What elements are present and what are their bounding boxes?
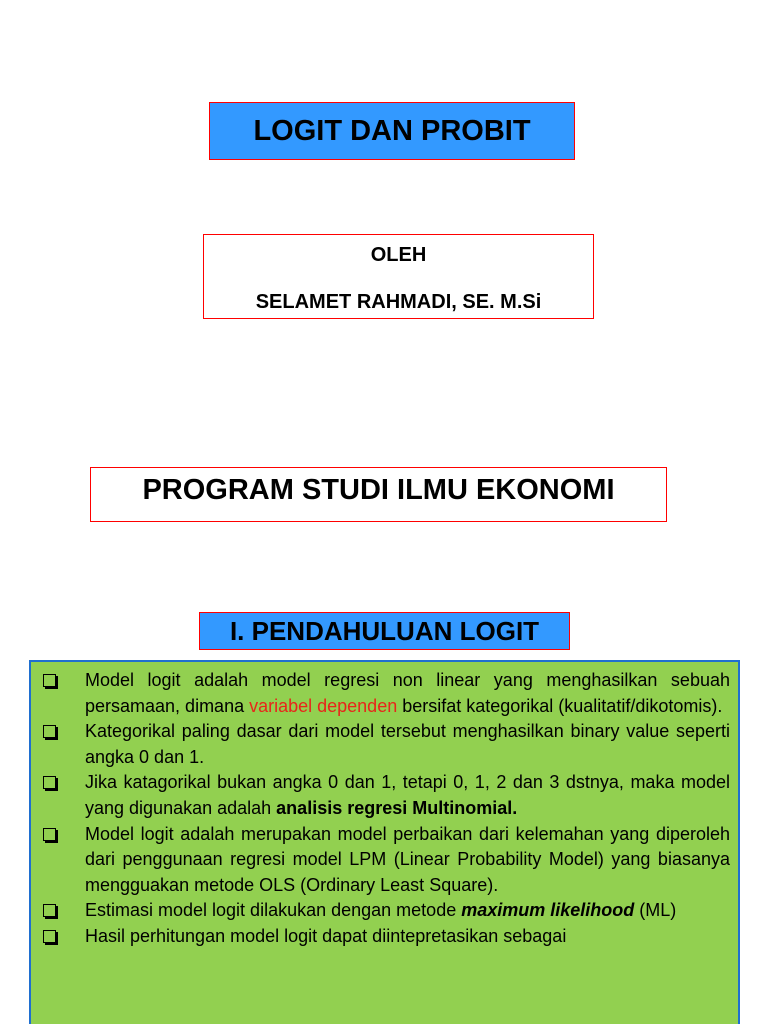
bullet-text: Estimasi model logit dilakukan dengan metode [85,900,462,921]
bullet-text: (ML) [634,900,677,921]
program-box [90,467,667,522]
section-title: I. PENDAHULUAN LOGIT [229,616,540,646]
bullet-text: bersifat kategorikal (kualitatif/dikotomis). [397,695,723,716]
bullet-text: Jika katagorikal bukan angka 0 dan 1, tetapi 0, 1, 2 dan 3 dstnya, maka model yang digunakan adalah [85,772,730,818]
checkbox-bullet-icon [43,725,56,738]
checkbox-bullet-icon [43,904,56,917]
bullet-item [39,924,730,950]
bullet-item [39,898,730,924]
bullet-text: Model logit adalah merupakan model perbaikan dari kelemahan yang diperoleh dari penggunaan regresi model LPM (Linear Probability Model) yang biasanya mengguakan metode OLS (Ordinary Least Square). [85,823,730,895]
title-box [209,102,575,160]
bullet-item [39,822,730,899]
checkbox-bullet-icon [43,828,56,841]
bullet-text: Hasil perhitungan model logit dapat diintepretasikan sebagai [85,925,567,946]
checkbox-bullet-icon [43,674,56,687]
checkbox-bullet-icon [43,776,56,789]
bullet-highlight-text: variabel dependen [249,695,398,716]
checkbox-bullet-icon [43,930,56,943]
bullet-item [39,719,730,770]
bullet-text: Model logit adalah model regresi non linear yang menghasilkan sebuah persamaan, dimana [85,670,730,716]
bullet-item [39,668,730,719]
author-by-label: OLEH [370,244,427,266]
bullet-bold-italic-text: maximum likelihood [461,900,635,921]
bullet-text: Kategorikal paling dasar dari model tersebut menghasilkan binary value seperti angka 0 dan 1. [85,721,730,767]
author-name: SELAMET RAHMADI, SE. M.Si [255,291,542,313]
section-title-box [199,612,570,650]
bullet-item [39,770,730,821]
page-title: LOGIT DAN PROBIT [253,114,531,147]
author-box [203,234,594,319]
bullet-bold-text: analisis regresi Multinomial. [276,797,518,818]
content-box [29,660,740,1024]
program-name: PROGRAM STUDI ILMU EKONOMI [142,474,615,506]
